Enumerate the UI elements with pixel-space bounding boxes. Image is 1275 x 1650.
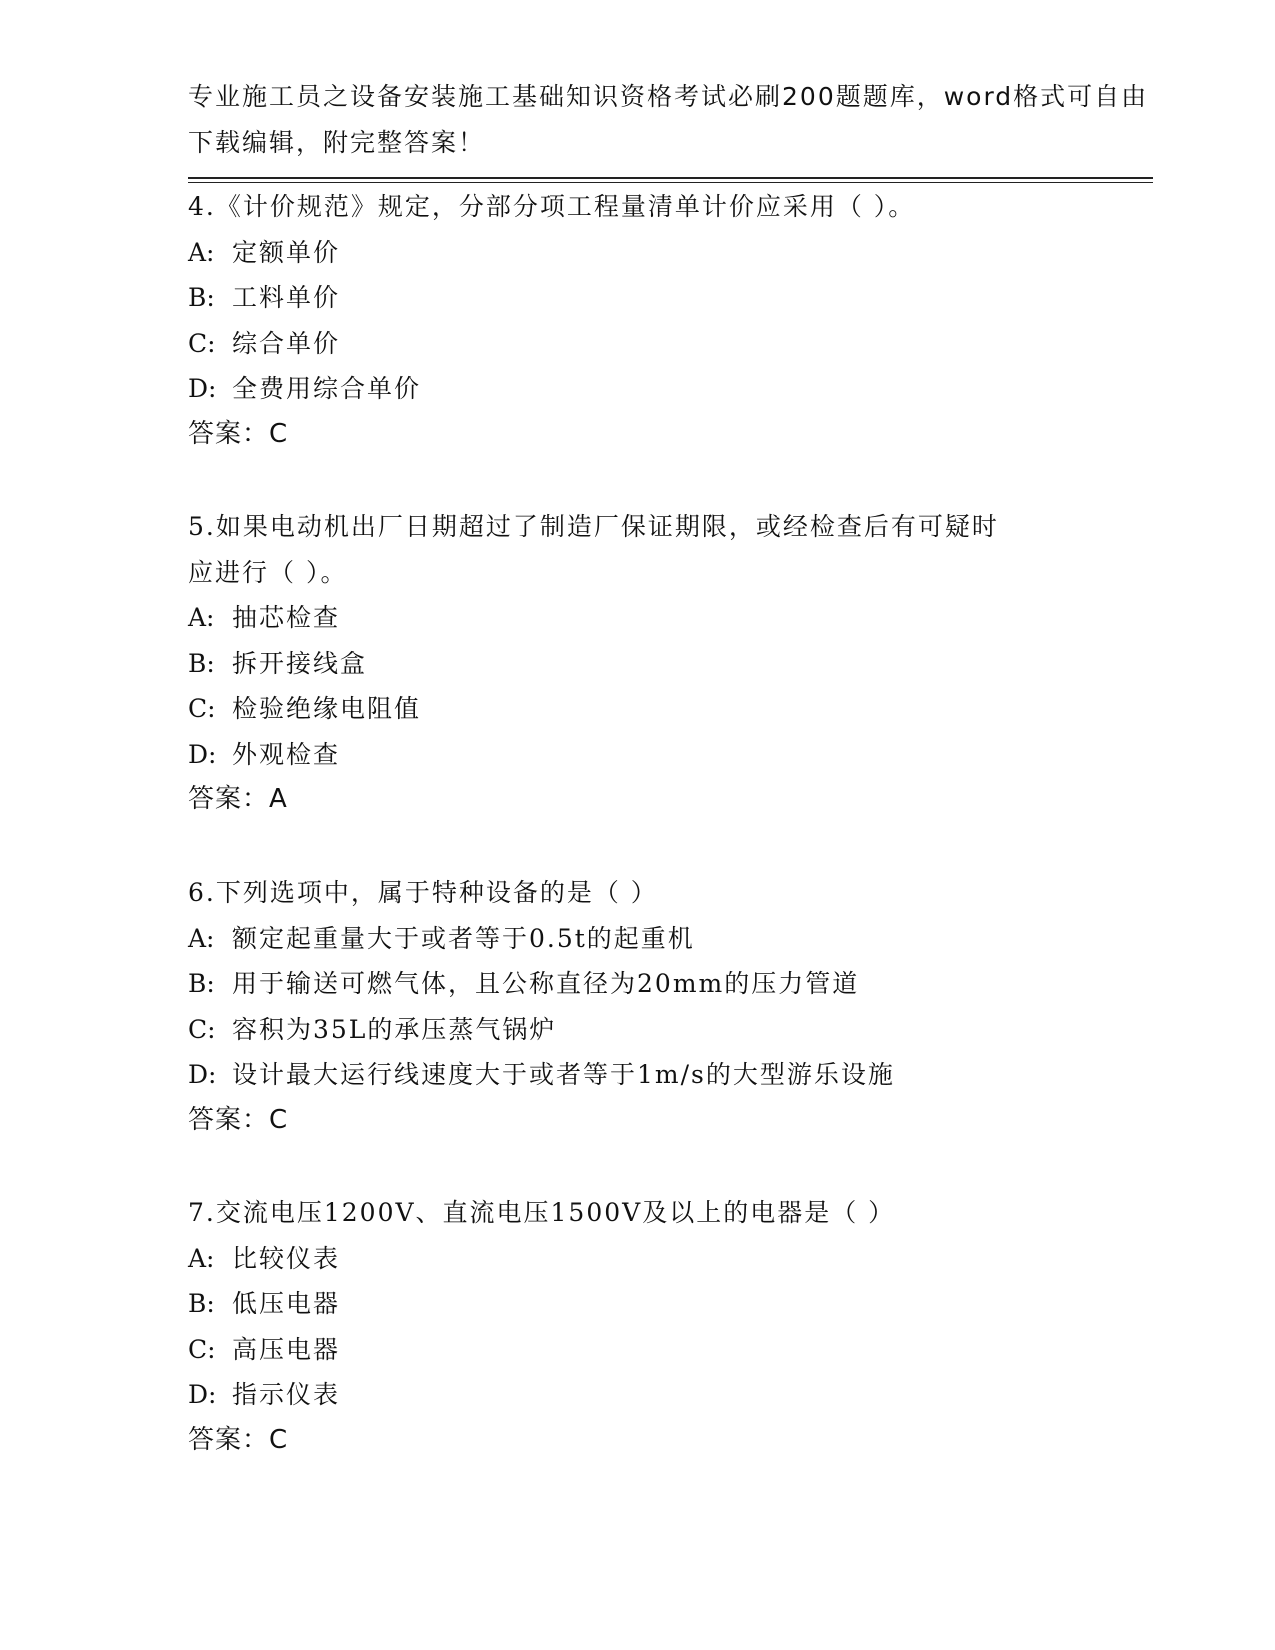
option-a [188,230,1088,276]
option-a [188,916,1088,962]
option-b [188,1281,1088,1327]
header-divider-thin [188,182,1153,183]
option-text: 检验绝缘电阻值 [232,694,422,723]
option-c [188,1327,1088,1373]
option-text: 定额单价 [232,237,341,267]
question-stem: 4.《计价规范》规定，分部分项工程量清单计价应采用（ ）。 [188,192,916,221]
option-text: 用于输送可燃气体，且公称直径为20mm的压力管道 [232,969,860,998]
option-text: 综合单价 [232,328,341,358]
answer-line: 答案：A [188,784,288,814]
document-header [188,74,1149,165]
option-text: 指示仪表 [232,1380,341,1409]
option-letter: A: [188,237,215,267]
answer-line: 答案：C [188,1424,289,1455]
option-b [188,641,1088,687]
question-5 [188,504,1088,823]
answer-line: 答案：C [188,418,289,449]
option-b [188,275,1088,321]
option-letter: C: [188,328,216,358]
header-divider-thick [188,177,1153,179]
option-letter: D: [188,374,217,403]
option-text: 外观检查 [232,739,341,769]
option-text: 工料单价 [232,283,341,312]
option-text: 额定起重量大于或者等于0.5t的起重机 [232,923,695,953]
question-6 [188,870,1088,1143]
question-stem: 6.下列选项中，属于特种设备的是（ ） [188,878,658,907]
option-letter: A: [188,603,215,632]
option-d [188,1372,1088,1418]
option-letter: C: [188,1014,216,1044]
option-text: 低压电器 [232,1289,341,1318]
option-letter: C: [188,694,216,723]
option-d [188,1052,1088,1098]
option-b [188,961,1088,1007]
option-c [188,321,1088,367]
question-stem: 7.交流电压1200V、直流电压1500V及以上的电器是（ ） [188,1198,896,1227]
option-a [188,1236,1088,1282]
option-letter: B: [188,648,215,678]
option-letter: B: [188,1289,215,1318]
option-text: 设计最大运行线速度大于或者等于1m/s的大型游乐设施 [232,1060,895,1089]
option-letter: D: [188,1380,217,1409]
question-7 [188,1190,1088,1463]
option-d [188,366,1088,412]
option-letter: C: [188,1334,216,1364]
header-line-1: 专业施工员之设备安装施工基础知识资格考试必刷200题题库，word格式可自由 [188,82,1149,111]
option-d [188,732,1088,778]
answer-line: 答案：C [188,1104,289,1135]
option-text: 比较仪表 [232,1243,341,1273]
option-letter: B: [188,283,215,312]
option-c [188,1007,1088,1053]
option-text: 抽芯检查 [232,603,341,632]
option-c [188,686,1088,732]
option-letter: A: [188,1243,215,1273]
option-text: 全费用综合单价 [232,374,422,403]
option-text: 高压电器 [232,1334,341,1364]
option-text: 容积为35L的承压蒸气锅炉 [232,1014,557,1044]
option-letter: D: [188,1060,217,1089]
option-letter: A: [188,923,215,953]
option-letter: D: [188,739,217,769]
header-line-2: 下载编辑，附完整答案！ [188,127,486,157]
question-stem: 5.如果电动机出厂日期超过了制造厂保证期限，或经检查后有可疑时 [188,512,999,541]
option-a [188,595,1088,641]
question-4 [188,184,1088,457]
option-letter: B: [188,969,215,998]
question-stem-continued: 应进行（ ）。 [188,557,348,587]
option-text: 拆开接线盒 [232,648,368,678]
